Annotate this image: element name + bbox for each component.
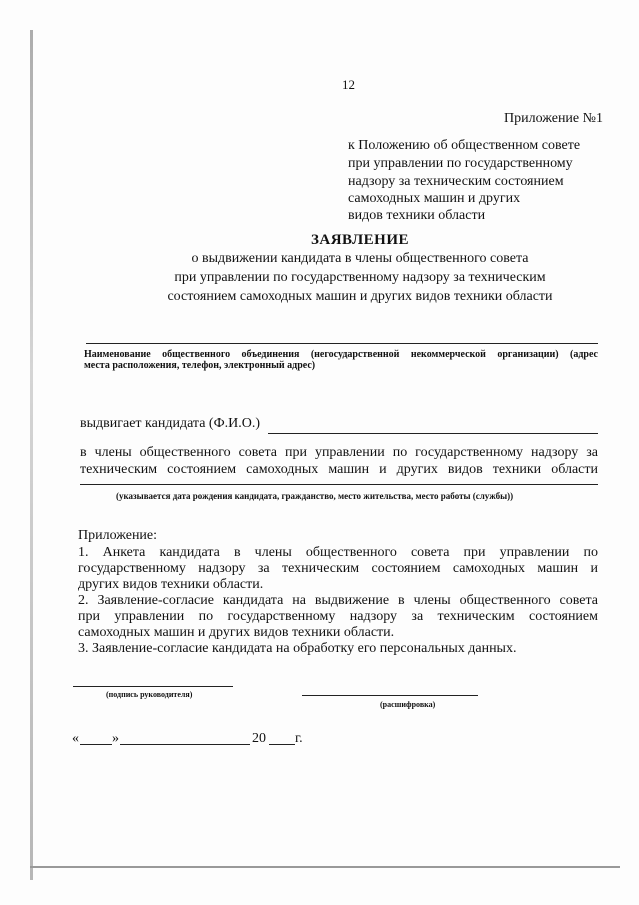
attachment-line: государственному надзору за техническим состоянием самоходных машин и bbox=[78, 561, 598, 576]
organization-caption-line: Наименование общественного объединения (негосударственной некоммерческой организации) (адрес bbox=[84, 349, 598, 360]
scan-shadow-bottom bbox=[30, 866, 620, 868]
page-number: 12 bbox=[342, 77, 355, 92]
subtitle-line: при управлении по государственному надзору за техническим bbox=[174, 270, 546, 285]
reference-line: при управлении по государственному bbox=[348, 156, 573, 171]
organization-caption-line: места расположения, телефон, электронный адрес) bbox=[84, 360, 316, 371]
membership-line: техническим состоянием самоходных машин и других видов техники области bbox=[80, 462, 598, 477]
subtitle-line: состоянием самоходных машин и других видов техники области bbox=[167, 289, 553, 304]
date-day-field[interactable] bbox=[80, 744, 112, 745]
membership-text bbox=[80, 444, 598, 478]
reference-line: к Положению об общественном совете bbox=[348, 138, 581, 153]
signature-caption: (подпись руководителя) bbox=[106, 690, 193, 699]
reference-line: самоходных машин и других bbox=[348, 191, 521, 206]
attachment-line: 3. Заявление-согласие кандидата на обработку его персональных данных. bbox=[78, 641, 517, 656]
membership-line: в члены общественного совета при управлении по государственному надзору за bbox=[80, 445, 598, 460]
organization-caption bbox=[84, 349, 598, 371]
nominates-label: выдвигает кандидата (Ф.И.О.) bbox=[80, 416, 261, 431]
date-year-field[interactable] bbox=[269, 744, 295, 745]
date-month-field[interactable] bbox=[120, 744, 250, 745]
decoding-caption: (расшифровка) bbox=[380, 700, 436, 709]
date-year-prefix: 20 bbox=[252, 731, 266, 746]
decoding-field[interactable] bbox=[302, 695, 478, 696]
date-close-quote: » bbox=[112, 731, 119, 746]
organization-name-field[interactable] bbox=[86, 343, 598, 344]
appendix-label: Приложение №1 bbox=[504, 111, 603, 126]
attachment-line: 2. Заявление-согласие кандидата на выдвижение в члены общественного совета bbox=[78, 593, 598, 608]
attachment-line: самоходных машин и других видов техники области. bbox=[78, 625, 395, 640]
candidate-name-field[interactable] bbox=[268, 433, 598, 434]
date-year-suffix: г. bbox=[295, 731, 303, 746]
document-title: ЗАЯВЛЕНИЕ bbox=[310, 232, 410, 248]
attachment-line: при управлении по государственному надзору за техническим состоянием bbox=[78, 609, 598, 624]
attachments-list bbox=[78, 545, 598, 657]
attachment-line: 1. Анкета кандидата в члены общественного совета при управлении по bbox=[78, 545, 598, 560]
reference-line: видов техники области bbox=[348, 208, 486, 223]
date-open-quote: « bbox=[72, 731, 79, 746]
subtitle-line: о выдвижении кандидата в члены общественного совета bbox=[191, 251, 529, 266]
signature-field[interactable] bbox=[73, 686, 233, 687]
candidate-caption: (указывается дата рождения кандидата, гражданство, место жительства, место работы (службы)) bbox=[116, 491, 514, 501]
reference-line: надзору за техническим состоянием bbox=[348, 174, 564, 189]
attachments-heading: Приложение: bbox=[78, 528, 158, 543]
candidate-details-field[interactable] bbox=[80, 484, 598, 485]
scan-shadow-left bbox=[30, 30, 33, 880]
attachment-line: других видов техники области. bbox=[78, 577, 264, 592]
